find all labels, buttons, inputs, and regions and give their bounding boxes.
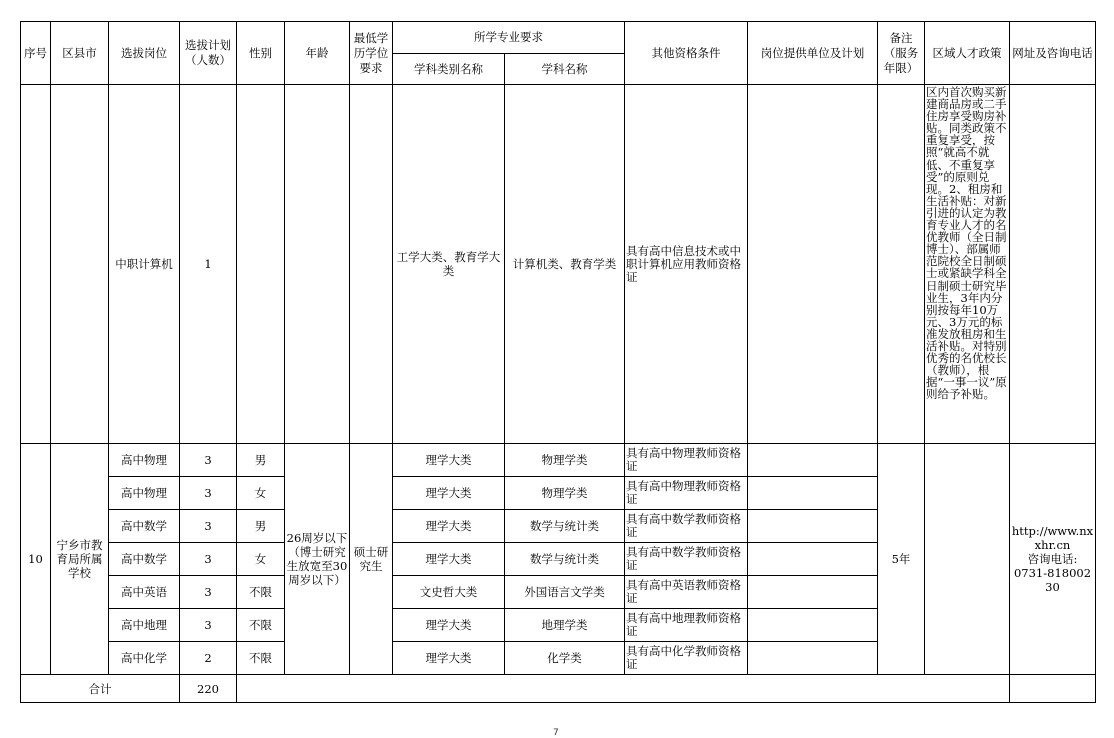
cell-major-name: 物理学类 bbox=[505, 444, 625, 477]
cell-provider bbox=[748, 642, 878, 675]
table-row bbox=[21, 85, 1096, 444]
header-district: 区县市 bbox=[51, 22, 109, 85]
total-row bbox=[21, 675, 1096, 703]
cell-provider bbox=[748, 510, 878, 543]
header-major-name: 学科名称 bbox=[505, 54, 625, 85]
cell-group-contact bbox=[1010, 444, 1096, 675]
phone-label: 咨询电话: bbox=[1027, 552, 1078, 566]
cell-group-no: 10 bbox=[21, 444, 51, 675]
header-other: 其他资格条件 bbox=[625, 22, 748, 85]
cell-other: 具有高中数学教师资格证 bbox=[625, 543, 748, 576]
cell-other: 具有高中数学教师资格证 bbox=[625, 510, 748, 543]
cell-policy: 区内首次购买新建商品房或二手住房享受购房补贴。同类政策不重复享受，按照“就高不就低、不重复享受”的原则兑现。2、租房和生活补贴：对新引进的认定为教育专业人才的名优教师（全日制博士）、部属师范院校全日制硕士或紧缺学科全日制硕士研究毕业生，3年内分别按每年10万元、3万元的标准发放租房和生活补贴。对特别优秀的名优校长（教师），根据“一事一议”原则给予补贴。 bbox=[925, 85, 1010, 444]
cell-plan: 2 bbox=[180, 642, 237, 675]
cell-major-category: 理学大类 bbox=[393, 444, 505, 477]
cell-gender: 女 bbox=[237, 477, 285, 510]
header-major-group: 所学专业要求 bbox=[393, 22, 625, 54]
cell-other: 具有高中地理教师资格证 bbox=[625, 609, 748, 642]
cell-major-category: 理学大类 bbox=[393, 609, 505, 642]
cell-major-name: 数学与统计类 bbox=[505, 543, 625, 576]
phone-number: 0731-81800230 bbox=[1013, 566, 1092, 594]
cell-group-policy bbox=[925, 444, 1010, 675]
total-empty bbox=[237, 675, 1010, 703]
cell-group-remark: 5年 bbox=[878, 444, 925, 675]
cell-position: 高中地理 bbox=[109, 609, 180, 642]
cell-major-name: 计算机类、教育学类 bbox=[505, 85, 625, 444]
cell-position: 高中物理 bbox=[109, 477, 180, 510]
cell-plan: 3 bbox=[180, 510, 237, 543]
cell-major-category: 文史哲大类 bbox=[393, 576, 505, 609]
cell-plan: 1 bbox=[180, 85, 237, 444]
cell-plan: 3 bbox=[180, 576, 237, 609]
cell-major-name: 地理学类 bbox=[505, 609, 625, 642]
cell-gender: 不限 bbox=[237, 609, 285, 642]
cell-major-category: 工学大类、教育学大类 bbox=[393, 85, 505, 444]
cell-major-category: 理学大类 bbox=[393, 510, 505, 543]
header-contact: 网址及咨询电话 bbox=[1010, 22, 1096, 85]
website-link[interactable]: http://www.nxxhr.cn bbox=[1011, 524, 1094, 552]
cell-major-category: 理学大类 bbox=[393, 642, 505, 675]
header-position: 选拔岗位 bbox=[109, 22, 180, 85]
header-major-category: 学科类别名称 bbox=[393, 54, 505, 85]
cell-age bbox=[285, 85, 350, 444]
cell-gender: 不限 bbox=[237, 576, 285, 609]
cell-position: 高中数学 bbox=[109, 510, 180, 543]
cell-other: 具有高中英语教师资格证 bbox=[625, 576, 748, 609]
cell-major-name: 外国语言文学类 bbox=[505, 576, 625, 609]
cell-provider bbox=[748, 444, 878, 477]
cell-plan: 3 bbox=[180, 444, 237, 477]
total-contact-empty bbox=[1010, 675, 1096, 703]
header-row-1 bbox=[21, 22, 1096, 54]
header-plan: 选拔计划（人数） bbox=[180, 22, 237, 85]
cell-degree bbox=[350, 85, 393, 444]
cell-major-category: 理学大类 bbox=[393, 543, 505, 576]
cell-gender: 男 bbox=[237, 444, 285, 477]
cell-position: 高中化学 bbox=[109, 642, 180, 675]
cell-gender: 男 bbox=[237, 510, 285, 543]
cell-position: 高中英语 bbox=[109, 576, 180, 609]
cell-provider bbox=[748, 477, 878, 510]
cell-no bbox=[21, 85, 51, 444]
cell-group-age: 26周岁以下（博士研究生放宽至30周岁以下） bbox=[285, 444, 350, 675]
cell-gender: 女 bbox=[237, 543, 285, 576]
cell-contact bbox=[1010, 85, 1096, 444]
cell-other: 具有高中信息技术或中职计算机应用教师资格证 bbox=[625, 85, 748, 444]
cell-position: 高中数学 bbox=[109, 543, 180, 576]
page-number: 7 bbox=[553, 728, 559, 738]
header-degree: 最低学历学位要求 bbox=[350, 22, 393, 85]
cell-provider bbox=[748, 543, 878, 576]
cell-provider bbox=[748, 85, 878, 444]
cell-plan: 3 bbox=[180, 477, 237, 510]
cell-district bbox=[51, 85, 109, 444]
cell-position: 中职计算机 bbox=[109, 85, 180, 444]
cell-provider bbox=[748, 609, 878, 642]
cell-group-degree: 硕士研究生 bbox=[350, 444, 393, 675]
header-remark: 备注（服务年限） bbox=[878, 22, 925, 85]
header-gender: 性别 bbox=[237, 22, 285, 85]
cell-major-name: 化学类 bbox=[505, 642, 625, 675]
header-policy: 区域人才政策 bbox=[925, 22, 1010, 85]
cell-plan: 3 bbox=[180, 609, 237, 642]
cell-group-district: 宁乡市教育局所属学校 bbox=[51, 444, 109, 675]
table-row bbox=[21, 444, 1096, 477]
total-label: 合计 bbox=[21, 675, 180, 703]
cell-plan: 3 bbox=[180, 543, 237, 576]
cell-other: 具有高中物理教师资格证 bbox=[625, 444, 748, 477]
cell-provider bbox=[748, 576, 878, 609]
cell-position: 高中物理 bbox=[109, 444, 180, 477]
recruitment-table bbox=[20, 21, 1096, 703]
cell-major-category: 理学大类 bbox=[393, 477, 505, 510]
cell-gender: 不限 bbox=[237, 642, 285, 675]
cell-major-name: 物理学类 bbox=[505, 477, 625, 510]
total-value: 220 bbox=[180, 675, 237, 703]
cell-other: 具有高中物理教师资格证 bbox=[625, 477, 748, 510]
header-provider: 岗位提供单位及计划 bbox=[748, 22, 878, 85]
cell-gender bbox=[237, 85, 285, 444]
cell-other: 具有高中化学教师资格证 bbox=[625, 642, 748, 675]
cell-major-name: 数学与统计类 bbox=[505, 510, 625, 543]
cell-remark bbox=[878, 85, 925, 444]
header-age: 年龄 bbox=[285, 22, 350, 85]
header-no: 序号 bbox=[21, 22, 51, 85]
